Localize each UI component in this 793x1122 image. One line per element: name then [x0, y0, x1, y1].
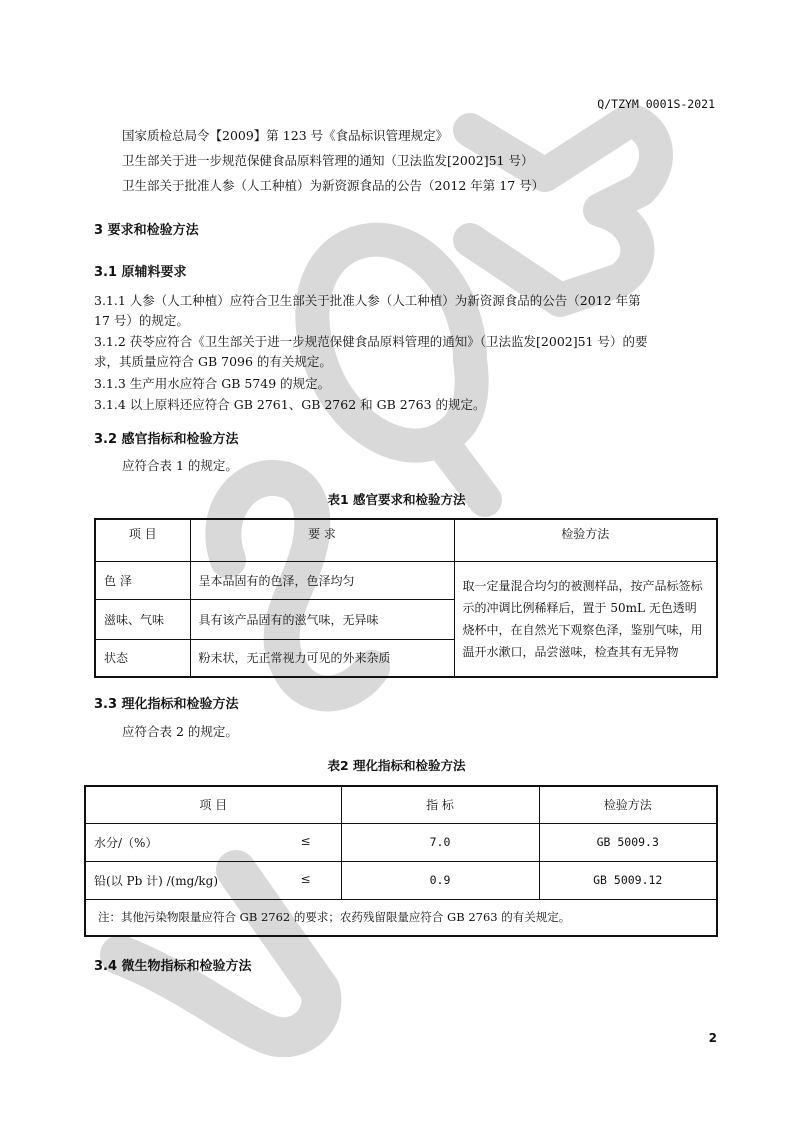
row-item: 滋味、气味 [95, 599, 190, 639]
standard-code: Q/TZYM 0001S-2021 [597, 97, 715, 111]
row-item-cell [85, 861, 341, 899]
less-equal-symbol: ≤ [300, 833, 311, 848]
section-3-heading: 3 要求和检验方法 [94, 223, 199, 238]
table-row [85, 823, 717, 861]
method-cell: 取一定量混合均匀的被测样品，按产品标签标示的冲调比例稀释后，置于 50mL 无色透明烧杯中，在自然光下观察色泽，鉴别气味，用温开水漱口，品尝滋味，检查其有无异物 [454, 561, 717, 677]
row-value: 0.9 [341, 861, 539, 899]
header-method: 检验方法 [539, 786, 717, 823]
table-header-row [95, 519, 717, 561]
table-note-row [85, 899, 717, 936]
table-row [95, 561, 717, 599]
row-item: 水分/（%） [94, 835, 158, 850]
table-row [85, 861, 717, 899]
section-3-3-intro: 应符合表 2 的规定。 [122, 724, 238, 739]
row-value: 7.0 [341, 823, 539, 861]
clause-3-1-1: 3.1.1 人参（人工种植）应符合卫生部关于批准人参（人工种植）为新资源食品的公告（2012 年第 [94, 293, 641, 308]
page-number: 2 [708, 1031, 717, 1045]
reference-2: 卫生部关于进一步规范保健食品原料管理的通知（卫法监发[2002]51 号） [122, 153, 534, 168]
clause-3-1-4: 3.1.4 以上原料还应符合 GB 2761、GB 2762 和 GB 2763 的规定。 [94, 397, 486, 412]
sensory-requirements-table [94, 518, 718, 678]
row-item: 铅(以 Pb 计) /(mg/kg) [94, 873, 219, 888]
row-requirement: 具有该产品固有的滋气味，无异味 [190, 599, 454, 639]
clause-3-1-3: 3.1.3 生产用水应符合 GB 5749 的规定。 [94, 376, 331, 391]
row-requirement: 粉末状，无正常视力可见的外来杂质 [190, 639, 454, 677]
clause-3-1-2-cont: 求，其质量应符合 GB 7096 的有关规定。 [94, 354, 332, 369]
table-2-caption: 表2 理化指标和检验方法 [327, 758, 466, 773]
row-requirement: 呈本品固有的色泽，色泽均匀 [190, 561, 454, 599]
physicochemical-indicators-table [84, 785, 718, 937]
section-3-4-heading: 3.4 微生物指标和检验方法 [94, 959, 252, 974]
section-3-3-heading: 3.3 理化指标和检验方法 [94, 697, 239, 712]
header-item: 项 目 [85, 786, 341, 823]
row-item: 状态 [95, 639, 190, 677]
header-requirement: 要 求 [190, 519, 454, 561]
header-item: 项 目 [95, 519, 190, 561]
row-method: GB 5009.12 [539, 861, 717, 899]
table-note: 注：其他污染物限量应符合 GB 2762 的要求；农药残留限量应符合 GB 2763 的有关规定。 [85, 899, 717, 936]
section-3-2-heading: 3.2 感官指标和检验方法 [94, 432, 239, 447]
header-indicator: 指 标 [341, 786, 539, 823]
clause-3-1-1-cont: 17 号）的规定。 [94, 313, 189, 328]
section-3-2-intro: 应符合表 1 的规定。 [122, 458, 238, 473]
table-1-caption: 表1 感官要求和检验方法 [327, 492, 466, 507]
header-method: 检验方法 [454, 519, 717, 561]
row-item-cell [85, 823, 341, 861]
less-equal-symbol: ≤ [300, 871, 311, 886]
row-item: 色 泽 [95, 561, 190, 599]
reference-1: 国家质检总局令【2009】第 123 号《食品标识管理规定》 [122, 128, 449, 143]
reference-3: 卫生部关于批准人参（人工种植）为新资源食品的公告（2012 年第 17 号） [122, 178, 545, 193]
clause-3-1-2: 3.1.2 茯苓应符合《卫生部关于进一步规范保健食品原料管理的通知》（卫法监发[2002]51 号）的要 [94, 334, 648, 349]
table-header-row [85, 786, 717, 823]
row-method: GB 5009.3 [539, 823, 717, 861]
section-3-1-heading: 3.1 原辅料要求 [94, 265, 187, 280]
